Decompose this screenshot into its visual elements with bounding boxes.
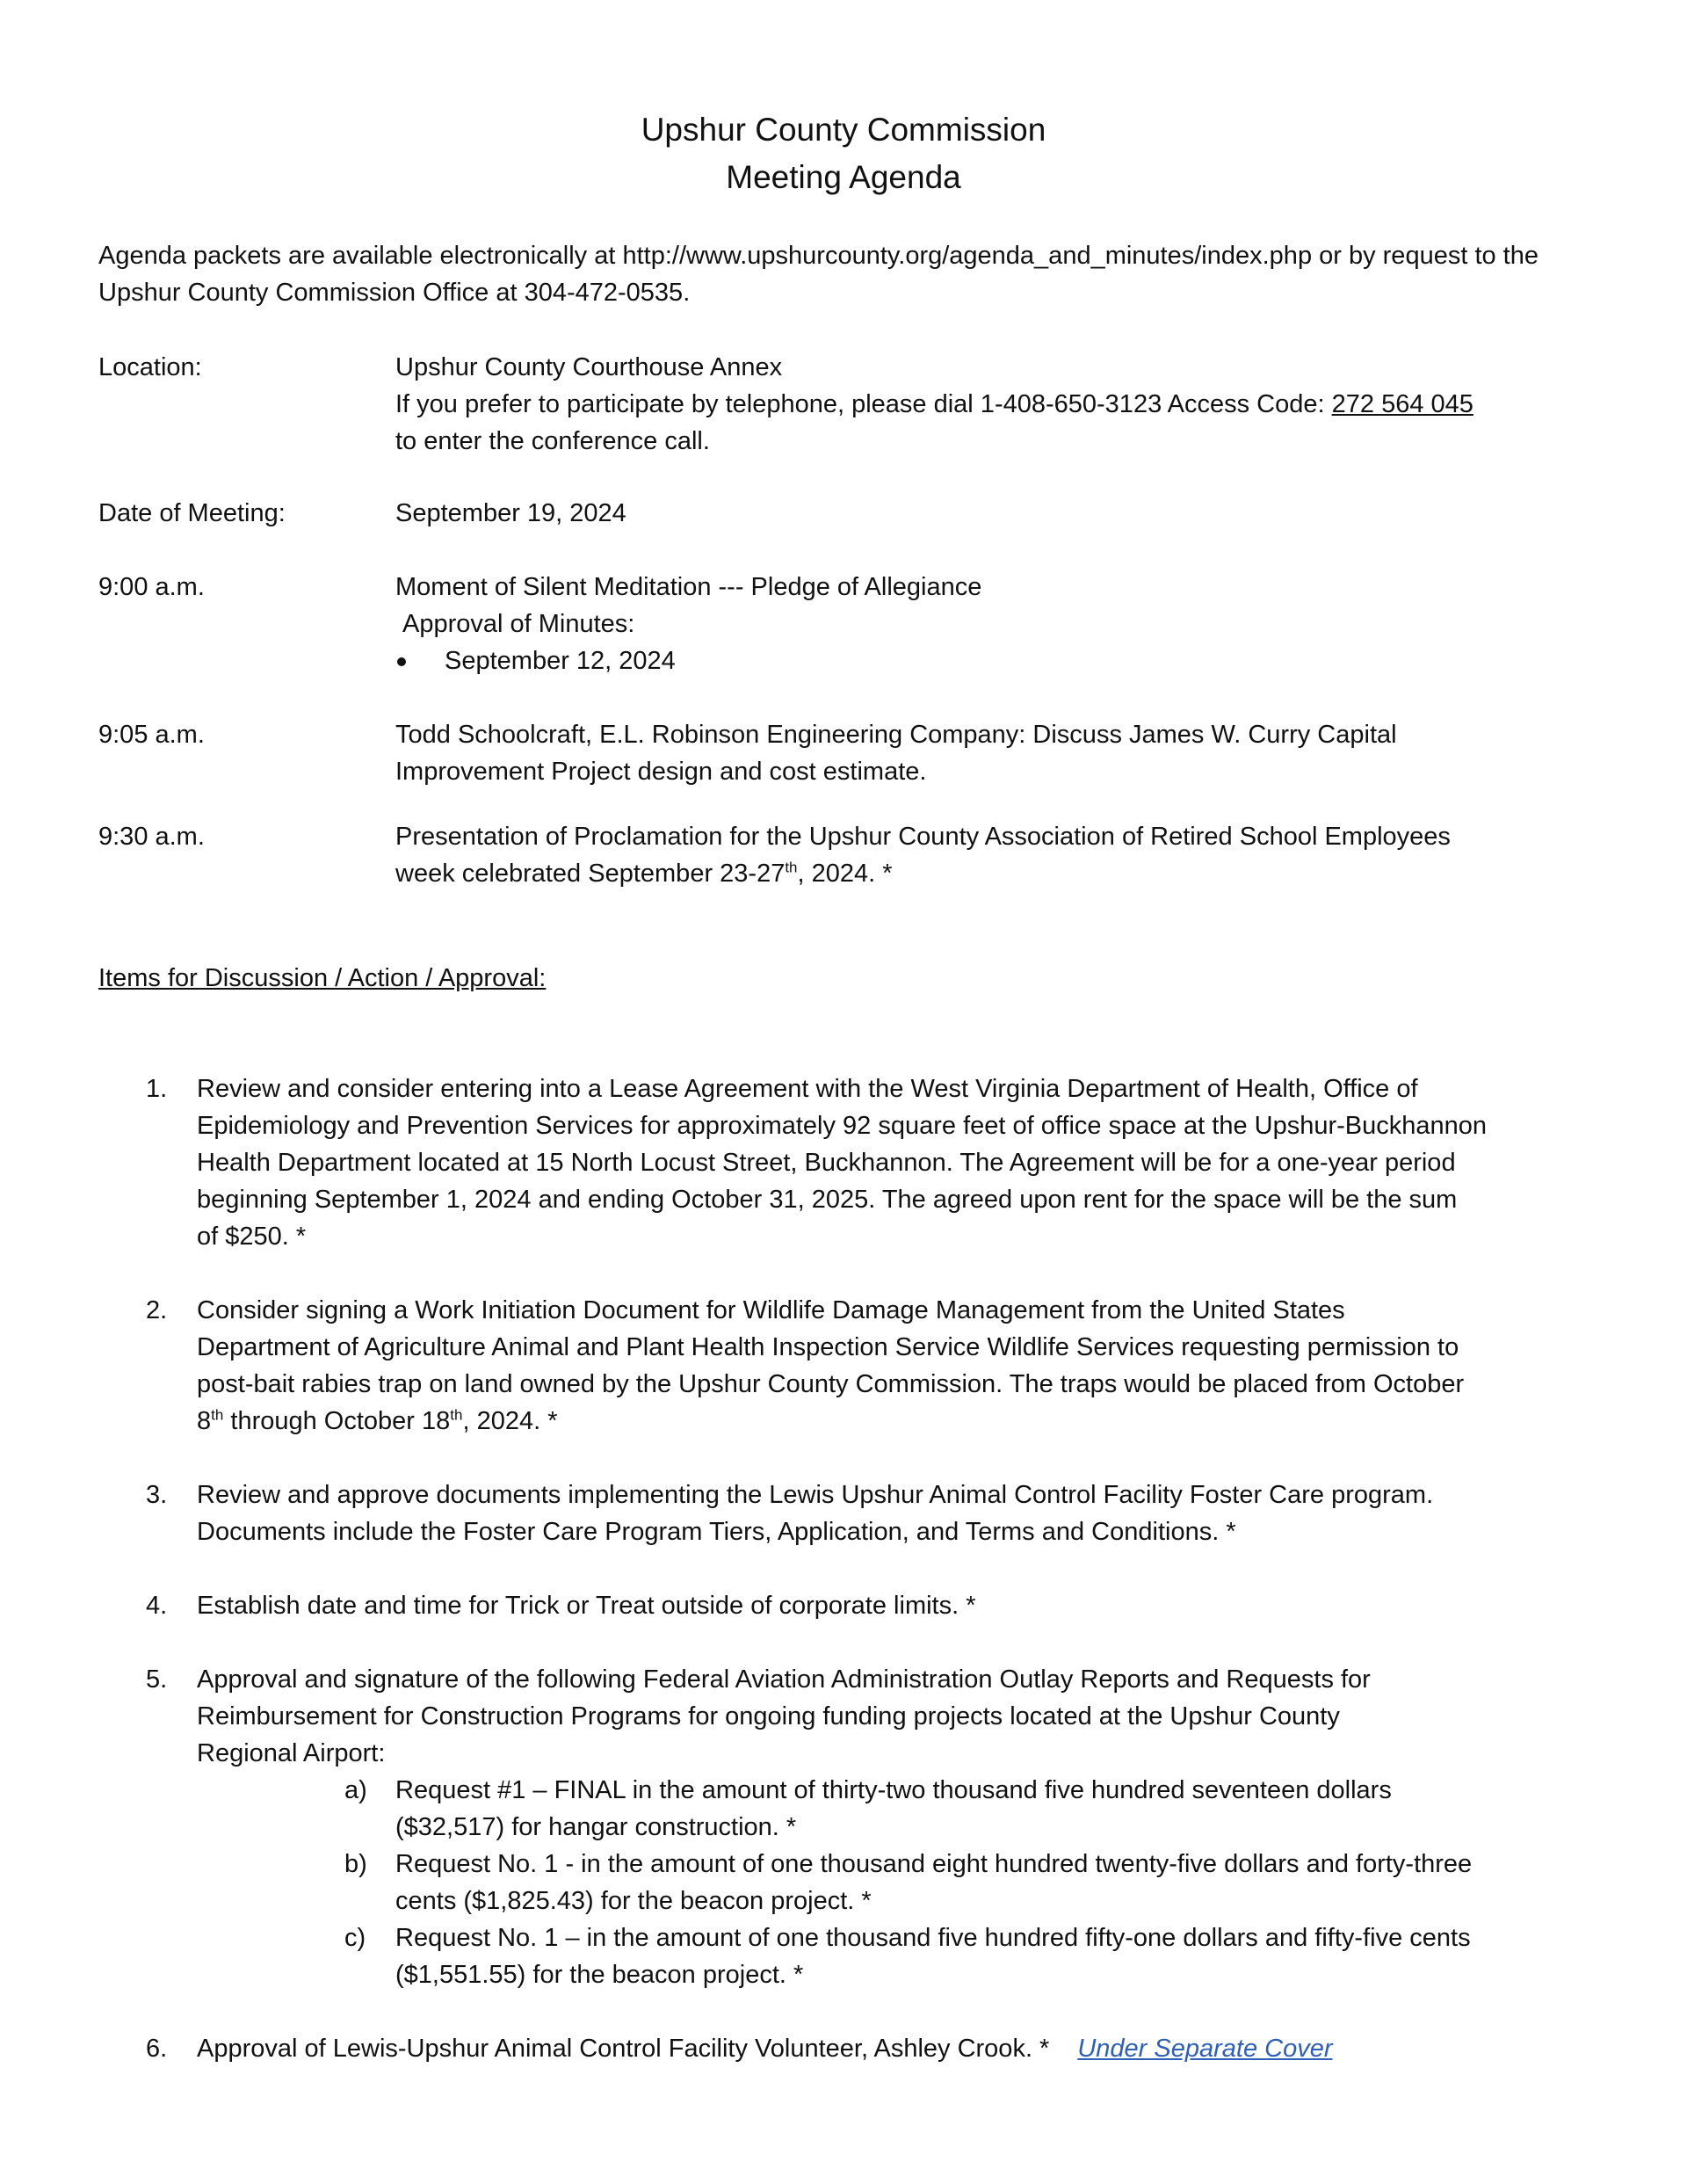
- item-line: Approval of Lewis-Upshur Animal Control Facility Volunteer, Ashley Crook. *: [197, 2035, 1050, 2063]
- slot-content: [395, 818, 1669, 892]
- sub-item-letter: c): [344, 1924, 366, 1952]
- sub-item-letter: b): [344, 1850, 367, 1878]
- sub-item-line: Request #1 – FINAL in the amount of thirty-two thousand five hundred seventeen dollars: [395, 1776, 1392, 1804]
- item-line: Review and approve documents implementing the Lewis Upshur Animal Control Facility Foster Care program.: [197, 1481, 1434, 1509]
- item-number: 1.: [146, 1075, 168, 1103]
- page-subtitle: Meeting Agenda: [726, 159, 961, 195]
- slot-content: [395, 716, 1669, 790]
- item-text: [197, 1477, 1687, 1550]
- item-line: Documents include the Foster Care Program Tiers, Application, and Terms and Conditions. *: [197, 1518, 1236, 1546]
- minutes-date: September 12, 2024: [445, 647, 676, 675]
- sub-item-line: ($1,551.55) for the beacon project. *: [395, 1961, 804, 1989]
- page-title: Upshur County Commission: [641, 112, 1046, 148]
- slot-text: week celebrated September 23-27: [395, 860, 786, 888]
- intro-paragraph: Agenda packets are available electronically at http://www.upshurcounty.org/agenda_and_minutes/index.php or by request to the Upshur County Commission Office at 304-472-0535.: [98, 242, 1539, 307]
- item-text: [197, 1661, 1687, 1772]
- location-phone-line: [395, 386, 1669, 423]
- slot-time: 9:30 a.m.: [98, 823, 205, 851]
- location-conference-line: to enter the conference call.: [395, 427, 710, 455]
- item-number: 6.: [146, 2035, 168, 2063]
- items-heading: Items for Discussion / Action / Approval:: [98, 964, 547, 992]
- sub-item-text: [395, 1919, 1590, 1993]
- ordinal-suffix: th: [450, 1406, 463, 1424]
- slot-line: Improvement Project design and cost estimate.: [395, 758, 927, 786]
- slot-line: Presentation of Proclamation for the Upshur County Association of Retired School Employees: [395, 823, 1451, 851]
- item-number: 2.: [146, 1296, 168, 1324]
- slot-content: [395, 569, 1669, 679]
- location-label: Location:: [98, 353, 202, 381]
- location-venue: Upshur County Courthouse Annex: [395, 353, 783, 381]
- date-label: Date of Meeting:: [98, 499, 286, 527]
- item-number: 4.: [146, 1592, 168, 1620]
- date-value: September 19, 2024: [395, 499, 626, 527]
- sub-item-text: [395, 1846, 1590, 1919]
- location-details: [395, 349, 1669, 460]
- sub-item-line: Request No. 1 – in the amount of one thousand five hundred fifty-one dollars and fifty-five cents: [395, 1924, 1471, 1952]
- item-text: [197, 1292, 1687, 1440]
- item-line: Consider signing a Work Initiation Document for Wildlife Damage Management from the United States: [197, 1296, 1345, 1324]
- sub-item-letter: a): [344, 1776, 367, 1804]
- slot-text: , 2024. *: [797, 860, 893, 888]
- item-line: Reimbursement for Construction Programs for ongoing funding projects located at the Upshur County: [197, 1702, 1340, 1731]
- phone-instructions: If you prefer to participate by telephone, please dial 1-408-650-3123 Access Code:: [395, 390, 1332, 418]
- minutes-bullet: [395, 642, 1669, 679]
- slot-line: Moment of Silent Meditation --- Pledge of Allegiance: [395, 573, 982, 601]
- item-line: Regional Airport:: [197, 1739, 386, 1767]
- item-line: [197, 1403, 1687, 1440]
- item-line: of $250. *: [197, 1223, 307, 1251]
- item-text: [197, 1070, 1687, 1255]
- slot-line: [395, 855, 1669, 892]
- item-text-part: 8: [197, 1407, 212, 1435]
- slot-time: 9:00 a.m.: [98, 573, 205, 601]
- ordinal-suffix: th: [211, 1406, 224, 1424]
- under-separate-cover-link[interactable]: Under Separate Cover: [1077, 2035, 1333, 2063]
- item-text: Establish date and time for Trick or Treat outside of corporate limits. *: [197, 1592, 976, 1620]
- item-line: Department of Agriculture Animal and Plant Health Inspection Service Wildlife Services requesting permission to: [197, 1333, 1459, 1361]
- item-text-part: , 2024. *: [462, 1407, 558, 1435]
- bullet-icon: [397, 657, 406, 666]
- access-code: 272 564 045: [1331, 390, 1473, 418]
- sub-item-text: [395, 1772, 1590, 1846]
- item-line: post-bait rabies trap on land owned by the Upshur County Commission. The traps would be placed from October: [197, 1370, 1465, 1398]
- sub-item-line: Request No. 1 - in the amount of one thousand eight hundred twenty-five dollars and forty-three: [395, 1850, 1473, 1878]
- item-number: 5.: [146, 1665, 168, 1694]
- slot-line: Approval of Minutes:: [402, 610, 635, 638]
- item-number: 3.: [146, 1481, 168, 1509]
- item-text: [197, 2030, 1687, 2067]
- item-line: Review and consider entering into a Lease Agreement with the West Virginia Department of Health, Office of: [197, 1075, 1418, 1103]
- sub-item-line: ($32,517) for hangar construction. *: [395, 1813, 797, 1841]
- item-line: Health Department located at 15 North Locust Street, Buckhannon. The Agreement will be for a one-year period: [197, 1149, 1456, 1177]
- item-text-part: through October 18: [223, 1407, 451, 1435]
- item-line: Approval and signature of the following Federal Aviation Administration Outlay Reports and Requests for: [197, 1665, 1371, 1694]
- item-line: beginning September 1, 2024 and ending October 31, 2025. The agreed upon rent for the space will be the sum: [197, 1186, 1458, 1214]
- sub-item-line: cents ($1,825.43) for the beacon project. *: [395, 1887, 872, 1915]
- item-line: Epidemiology and Prevention Services for approximately 92 square feet of office space at the Upshur-Buckhannon: [197, 1112, 1488, 1140]
- ordinal-suffix: th: [785, 859, 798, 876]
- slot-line: Todd Schoolcraft, E.L. Robinson Engineering Company: Discuss James W. Curry Capital: [395, 721, 1397, 749]
- slot-time: 9:05 a.m.: [98, 721, 205, 749]
